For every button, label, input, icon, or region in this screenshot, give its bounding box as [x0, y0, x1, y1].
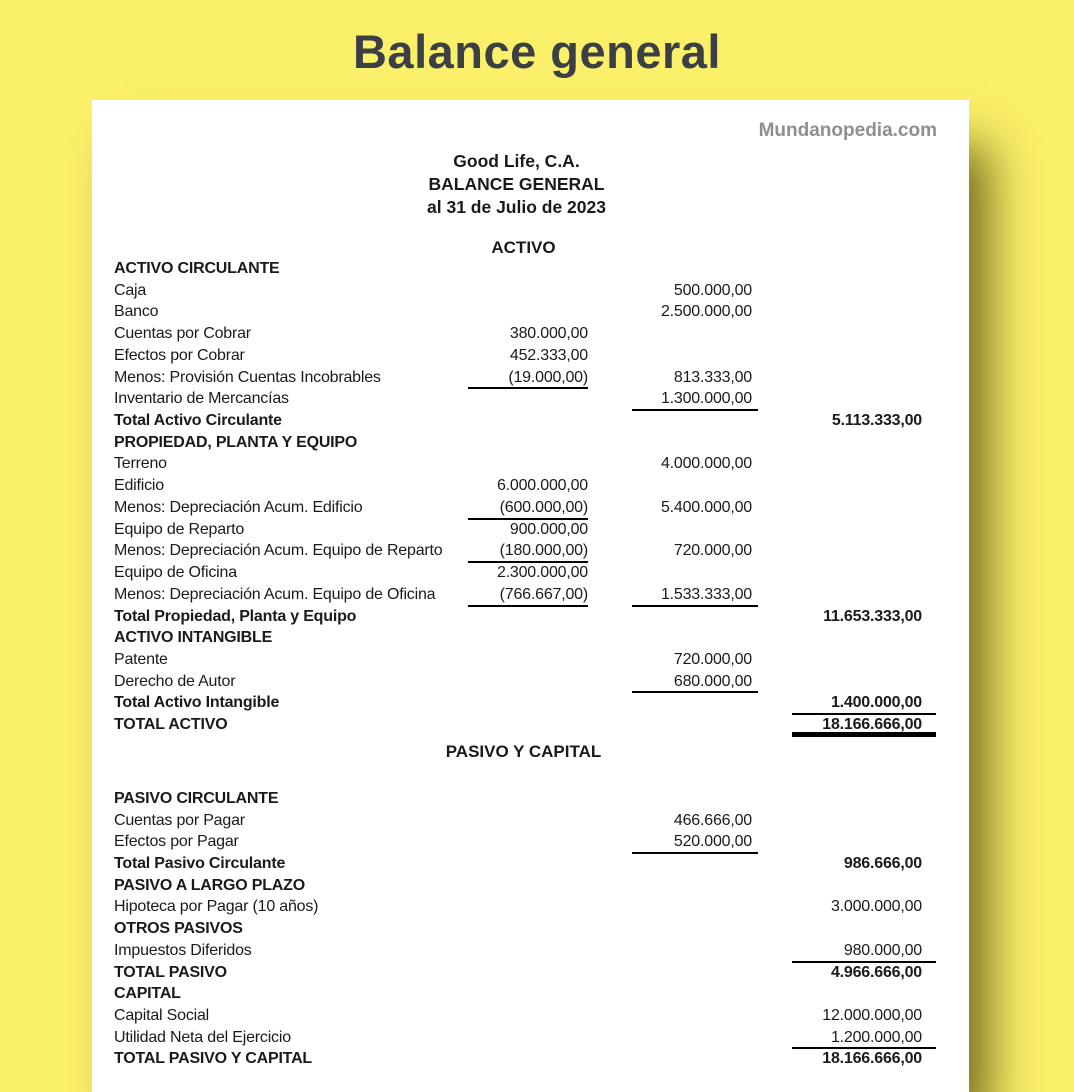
row-label: Caja	[114, 281, 147, 299]
row-label: Capital Social	[114, 1007, 210, 1024]
page-title: Balance general	[352, 25, 721, 78]
amount-col3	[792, 324, 936, 346]
amount-col1: 2.300.000,00	[496, 564, 588, 582]
amount-col2: 720.000,00	[673, 650, 752, 668]
amount-col3: 4.966.666,00	[830, 963, 922, 981]
amount-col2	[632, 563, 758, 585]
table-row	[114, 811, 936, 833]
amount-col3	[792, 563, 936, 585]
amount-col2	[632, 854, 758, 876]
company-name: Good Life, C.A.	[453, 151, 580, 171]
section-heading: PASIVO Y CAPITAL	[445, 741, 602, 761]
amount-col3: 3.000.000,00	[830, 898, 922, 916]
row-label: Efectos por Cobrar	[114, 346, 245, 364]
document-header	[78, 150, 955, 219]
amount-col1: 452.333,00	[509, 346, 588, 364]
row-label: Menos: Depreciación Acum. Edificio	[114, 498, 363, 516]
table-row	[114, 854, 936, 876]
row-label: Inventario de Mercancías	[114, 390, 289, 408]
amount-col2: 720.000,00	[673, 542, 752, 560]
row-label: PROPIEDAD, PLANTA Y EQUIPO	[114, 433, 358, 451]
row-label: Total Activo Intangible	[114, 694, 280, 712]
amount-col3: 18.166.666,00	[822, 1050, 922, 1068]
amount-col1	[468, 715, 588, 737]
amount-col3	[792, 346, 936, 368]
amount-col1	[468, 919, 588, 941]
amount-col2: 1.533.333,00	[632, 585, 758, 607]
table-row	[114, 1006, 936, 1028]
document-date: al 31 de Julio de 2023	[427, 197, 606, 217]
amount-col2: 5.400.000,00	[660, 498, 752, 516]
amount-col3	[792, 368, 936, 390]
amount-col1	[468, 876, 588, 898]
amount-col3: 12.000.000,00	[822, 1007, 922, 1024]
amount-col1	[468, 389, 588, 411]
amount-col1	[468, 1028, 588, 1050]
amount-col2	[632, 259, 758, 281]
row-label: Hipoteca por Pagar (10 años)	[114, 898, 319, 916]
amount-col2	[632, 476, 758, 498]
table-row	[114, 963, 936, 985]
amount-col2	[632, 876, 758, 898]
table-row	[114, 259, 936, 281]
table-row	[114, 941, 936, 963]
amount-col3	[792, 789, 936, 811]
amount-col2: 813.333,00	[673, 368, 752, 386]
amount-col1	[468, 789, 588, 811]
amount-col1: 6.000.000,00	[496, 477, 588, 495]
amount-col2	[632, 715, 758, 737]
section-rows	[92, 259, 969, 737]
table-row	[114, 281, 936, 303]
amount-col3	[792, 302, 936, 324]
row-label: Patente	[114, 650, 168, 668]
table-row	[114, 346, 936, 368]
row-label: Total Propiedad, Planta y Equipo	[114, 607, 357, 625]
table-row	[114, 411, 936, 433]
balance-section	[92, 741, 969, 1071]
amount-col3	[792, 919, 936, 941]
amount-col2	[632, 1049, 758, 1071]
amount-col2: 2.500.000,00	[660, 303, 752, 321]
amount-col3	[792, 585, 936, 607]
amount-col3	[792, 832, 936, 854]
table-row	[114, 715, 936, 737]
table-row	[114, 389, 936, 411]
table-row	[114, 454, 936, 476]
row-label: Total Activo Circulante	[114, 412, 282, 430]
table-row	[114, 563, 936, 585]
amount-col2	[632, 607, 758, 629]
amount-col3	[792, 984, 936, 1006]
table-row	[114, 476, 936, 498]
amount-col1	[468, 963, 588, 985]
amount-col2	[632, 963, 758, 985]
amount-col2: 680.000,00	[632, 672, 758, 694]
amount-col2	[632, 520, 758, 542]
document-page	[92, 100, 969, 1092]
amount-col1	[468, 941, 588, 963]
amount-col3	[792, 389, 936, 411]
amount-col1	[468, 1049, 588, 1071]
table-row	[114, 1049, 936, 1071]
table-row	[114, 876, 936, 898]
amount-col3	[792, 433, 936, 455]
table-row	[114, 498, 936, 520]
amount-col1	[468, 897, 588, 919]
amount-col3	[792, 259, 936, 281]
row-label: ACTIVO INTANGIBLE	[114, 629, 273, 647]
amount-col1	[468, 628, 588, 650]
row-label: TOTAL PASIVO Y CAPITAL	[114, 1050, 312, 1068]
amount-col1	[468, 984, 588, 1006]
amount-col1	[468, 832, 588, 854]
amount-col1: (19.000,00)	[468, 368, 588, 390]
amount-col3	[792, 876, 936, 898]
amount-col1	[468, 302, 588, 324]
table-row	[114, 693, 936, 715]
row-label: TOTAL ACTIVO	[114, 716, 228, 734]
amount-col3: 1.200.000,00	[792, 1028, 936, 1050]
amount-col1: 900.000,00	[509, 520, 588, 538]
table-row	[114, 541, 936, 563]
row-label: PASIVO CIRCULANTE	[114, 789, 279, 807]
row-label: Terreno	[114, 455, 167, 473]
row-label: Menos: Depreciación Acum. Equipo de Oficina	[114, 585, 436, 603]
amount-col1: 380.000,00	[509, 325, 588, 343]
table-row	[114, 984, 936, 1006]
amount-col2	[632, 433, 758, 455]
amount-col3: 5.113.333,00	[831, 412, 922, 430]
amount-col2	[632, 1028, 758, 1050]
amount-col3: 980.000,00	[792, 941, 936, 963]
amount-col1	[468, 454, 588, 476]
amount-col1	[468, 433, 588, 455]
section-heading: ACTIVO	[491, 238, 556, 257]
amount-col3: 18.166.666,00	[792, 715, 936, 737]
amount-col1	[468, 607, 588, 629]
amount-col3	[792, 498, 936, 520]
row-label: Equipo de Oficina	[114, 564, 237, 582]
amount-col2	[632, 897, 758, 919]
amount-col2	[632, 628, 758, 650]
amount-col3: 11.653.333,00	[823, 607, 922, 625]
row-label: Derecho de Autor	[114, 672, 236, 690]
table-row	[114, 789, 936, 811]
amount-col2	[632, 693, 758, 715]
amount-col2: 520.000,00	[632, 832, 758, 854]
amount-col3	[792, 520, 936, 542]
row-label: TOTAL PASIVO	[114, 963, 227, 981]
amount-col1	[468, 693, 588, 715]
table-row	[114, 585, 936, 607]
amount-col1	[468, 411, 588, 433]
table-row	[114, 650, 936, 672]
row-label: Utilidad Neta del Ejercicio	[114, 1028, 291, 1046]
row-label: Edificio	[114, 477, 164, 495]
amount-col1	[468, 811, 588, 833]
section-rows	[92, 789, 969, 1071]
row-label: Banco	[114, 303, 159, 321]
table-row	[114, 1028, 936, 1050]
amount-col2: 466.666,00	[673, 811, 752, 829]
amount-col2	[632, 324, 758, 346]
amount-col3	[792, 541, 936, 563]
amount-col2	[632, 1006, 758, 1028]
amount-col3: 1.400.000,00	[792, 693, 936, 715]
amount-col2	[632, 984, 758, 1006]
table-row	[114, 832, 936, 854]
amount-col1	[468, 854, 588, 876]
table-row	[114, 433, 936, 455]
amount-col3	[792, 628, 936, 650]
amount-col1	[468, 1006, 588, 1028]
amount-col3	[792, 281, 936, 303]
amount-col2	[632, 919, 758, 941]
amount-col3	[792, 476, 936, 498]
row-label: Menos: Provisión Cuentas Incobrables	[114, 368, 381, 386]
row-label: ACTIVO CIRCULANTE	[114, 260, 280, 277]
row-label: Equipo de Reparto	[114, 520, 245, 538]
amount-col1: (600.000,00)	[468, 498, 588, 520]
table-row	[114, 897, 936, 919]
amount-col2	[632, 941, 758, 963]
table-row	[114, 628, 936, 650]
amount-col1: (180.000,00)	[468, 541, 588, 563]
amount-col2	[632, 346, 758, 368]
row-label: Efectos por Pagar	[114, 833, 239, 851]
table-row	[114, 607, 936, 629]
balance-table	[92, 237, 969, 1071]
row-label: CAPITAL	[114, 985, 181, 1003]
amount-col2	[632, 789, 758, 811]
table-row	[114, 919, 936, 941]
amount-col2	[632, 411, 758, 433]
table-row	[114, 520, 936, 542]
table-row	[114, 672, 936, 694]
amount-col3	[792, 650, 936, 672]
amount-col2: 1.300.000,00	[632, 389, 758, 411]
amount-col1: (766.667,00)	[468, 585, 588, 607]
amount-col1	[468, 259, 588, 281]
amount-col2: 4.000.000,00	[660, 455, 752, 473]
row-label: OTROS PASIVOS	[114, 920, 243, 938]
amount-col3: 986.666,00	[843, 854, 922, 872]
amount-col1	[468, 650, 588, 672]
row-label: Total Pasivo Circulante	[114, 854, 286, 872]
amount-col3	[792, 672, 936, 694]
row-label: Cuentas por Cobrar	[114, 325, 251, 343]
amount-col3	[792, 811, 936, 833]
row-label: PASIVO A LARGO PLAZO	[114, 876, 305, 894]
watermark: Mundanopedia.com	[758, 120, 937, 141]
row-label: Cuentas por Pagar	[114, 811, 245, 829]
document-title: BALANCE GENERAL	[428, 174, 605, 194]
amount-col1	[468, 672, 588, 694]
table-row	[114, 324, 936, 346]
row-label: Menos: Depreciación Acum. Equipo de Reparto	[114, 542, 443, 560]
table-row	[114, 368, 936, 390]
amount-col2: 500.000,00	[673, 281, 752, 299]
amount-col1	[468, 281, 588, 303]
balance-section	[92, 237, 969, 737]
row-label: Impuestos Diferidos	[114, 941, 252, 959]
table-row	[114, 302, 936, 324]
amount-col3	[792, 454, 936, 476]
